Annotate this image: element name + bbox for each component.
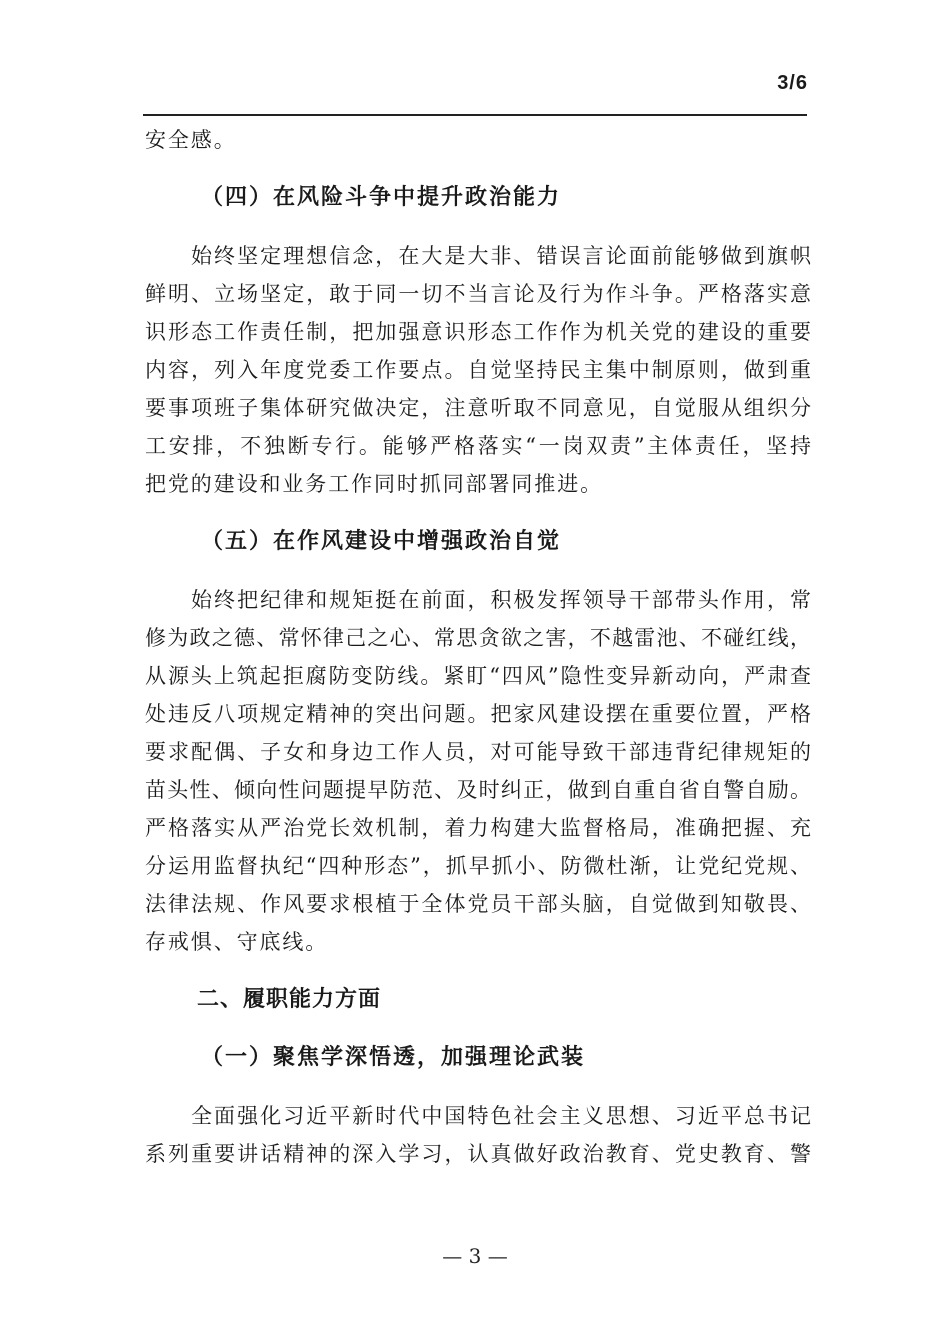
paragraph-line: 存戒惧、守底线。: [145, 930, 329, 954]
document-body: [145, 121, 811, 1173]
paragraph-line: 修为政之德、常怀律己之心、常思贪欲之害，不越雷池、不碰红线，: [145, 626, 811, 650]
paragraph-line: 识形态工作责任制，把加强意识形态工作作为机关党的建设的重要: [145, 320, 811, 344]
paragraph-line: 系列重要讲话精神的深入学习，认真做好政治教育、党史教育、警: [145, 1142, 811, 1166]
paragraph-line: 苗头性、倾向性问题提早防范、及时纠正，做到自重自省自警自励。: [145, 778, 811, 802]
paragraph-line: 法律法规、作风要求根植于全体党员干部头脑，自觉做到知敬畏、: [145, 892, 811, 916]
paragraph-line: 分运用监督执纪“四种形态”，抓早抓小、防微杜渐，让党纪党规、: [145, 854, 811, 878]
paragraph-line: 全面强化习近平新时代中国特色社会主义思想、习近平总书记: [191, 1104, 811, 1128]
paragraph-line: 要求配偶、子女和身边工作人员，对可能导致干部违背纪律规矩的: [145, 740, 811, 764]
paragraph-line: 从源头上筑起拒腐防变防线。紧盯“四风”隐性变异新动向，严肃查: [145, 664, 811, 688]
header-rule: [143, 114, 807, 116]
page-counter: 3/6: [777, 72, 808, 94]
section-4-heading: （四）在风险斗争中提升政治能力: [201, 185, 562, 210]
paragraph-line: 工安排，不独断专行。能够严格落实“一岗双责”主体责任，坚持: [145, 434, 811, 458]
paragraph-line: 把党的建设和业务工作同时抓同部署同推进。: [145, 472, 603, 496]
section-5-heading: （五）在作风建设中增强政治自觉: [201, 529, 562, 554]
section-4-paragraph: [145, 237, 811, 503]
paragraph-line: 始终坚定理想信念，在大是大非、错误言论面前能够做到旗帜: [191, 244, 811, 268]
carry-over-line: 安全感。: [145, 128, 237, 152]
part-2-sub-1-paragraph: [145, 1097, 811, 1173]
part-2-sub-1-heading: （一）聚焦学深悟透，加强理论武装: [201, 1045, 586, 1070]
page-number-footer: — 3 —: [442, 1244, 508, 1268]
section-5-paragraph: [145, 581, 811, 961]
paragraph-line: 严格落实从严治党长效机制，着力构建大监督格局，准确把握、充: [145, 816, 811, 840]
paragraph-line: 鲜明、立场坚定，敢于同一切不当言论及行为作斗争。严格落实意: [145, 282, 811, 306]
paragraph-line: 始终把纪律和规矩挺在前面，积极发挥领导干部带头作用，常: [191, 588, 811, 612]
paragraph-line: 处违反八项规定精神的突出问题。把家风建设摆在重要位置，严格: [145, 702, 811, 726]
part-2-heading: 二、履职能力方面: [197, 987, 382, 1012]
paragraph-line: 内容，列入年度党委工作要点。自觉坚持民主集中制原则，做到重: [145, 358, 811, 382]
paragraph-line: 要事项班子集体研究做决定，注意听取不同意见，自觉服从组织分: [145, 396, 811, 420]
